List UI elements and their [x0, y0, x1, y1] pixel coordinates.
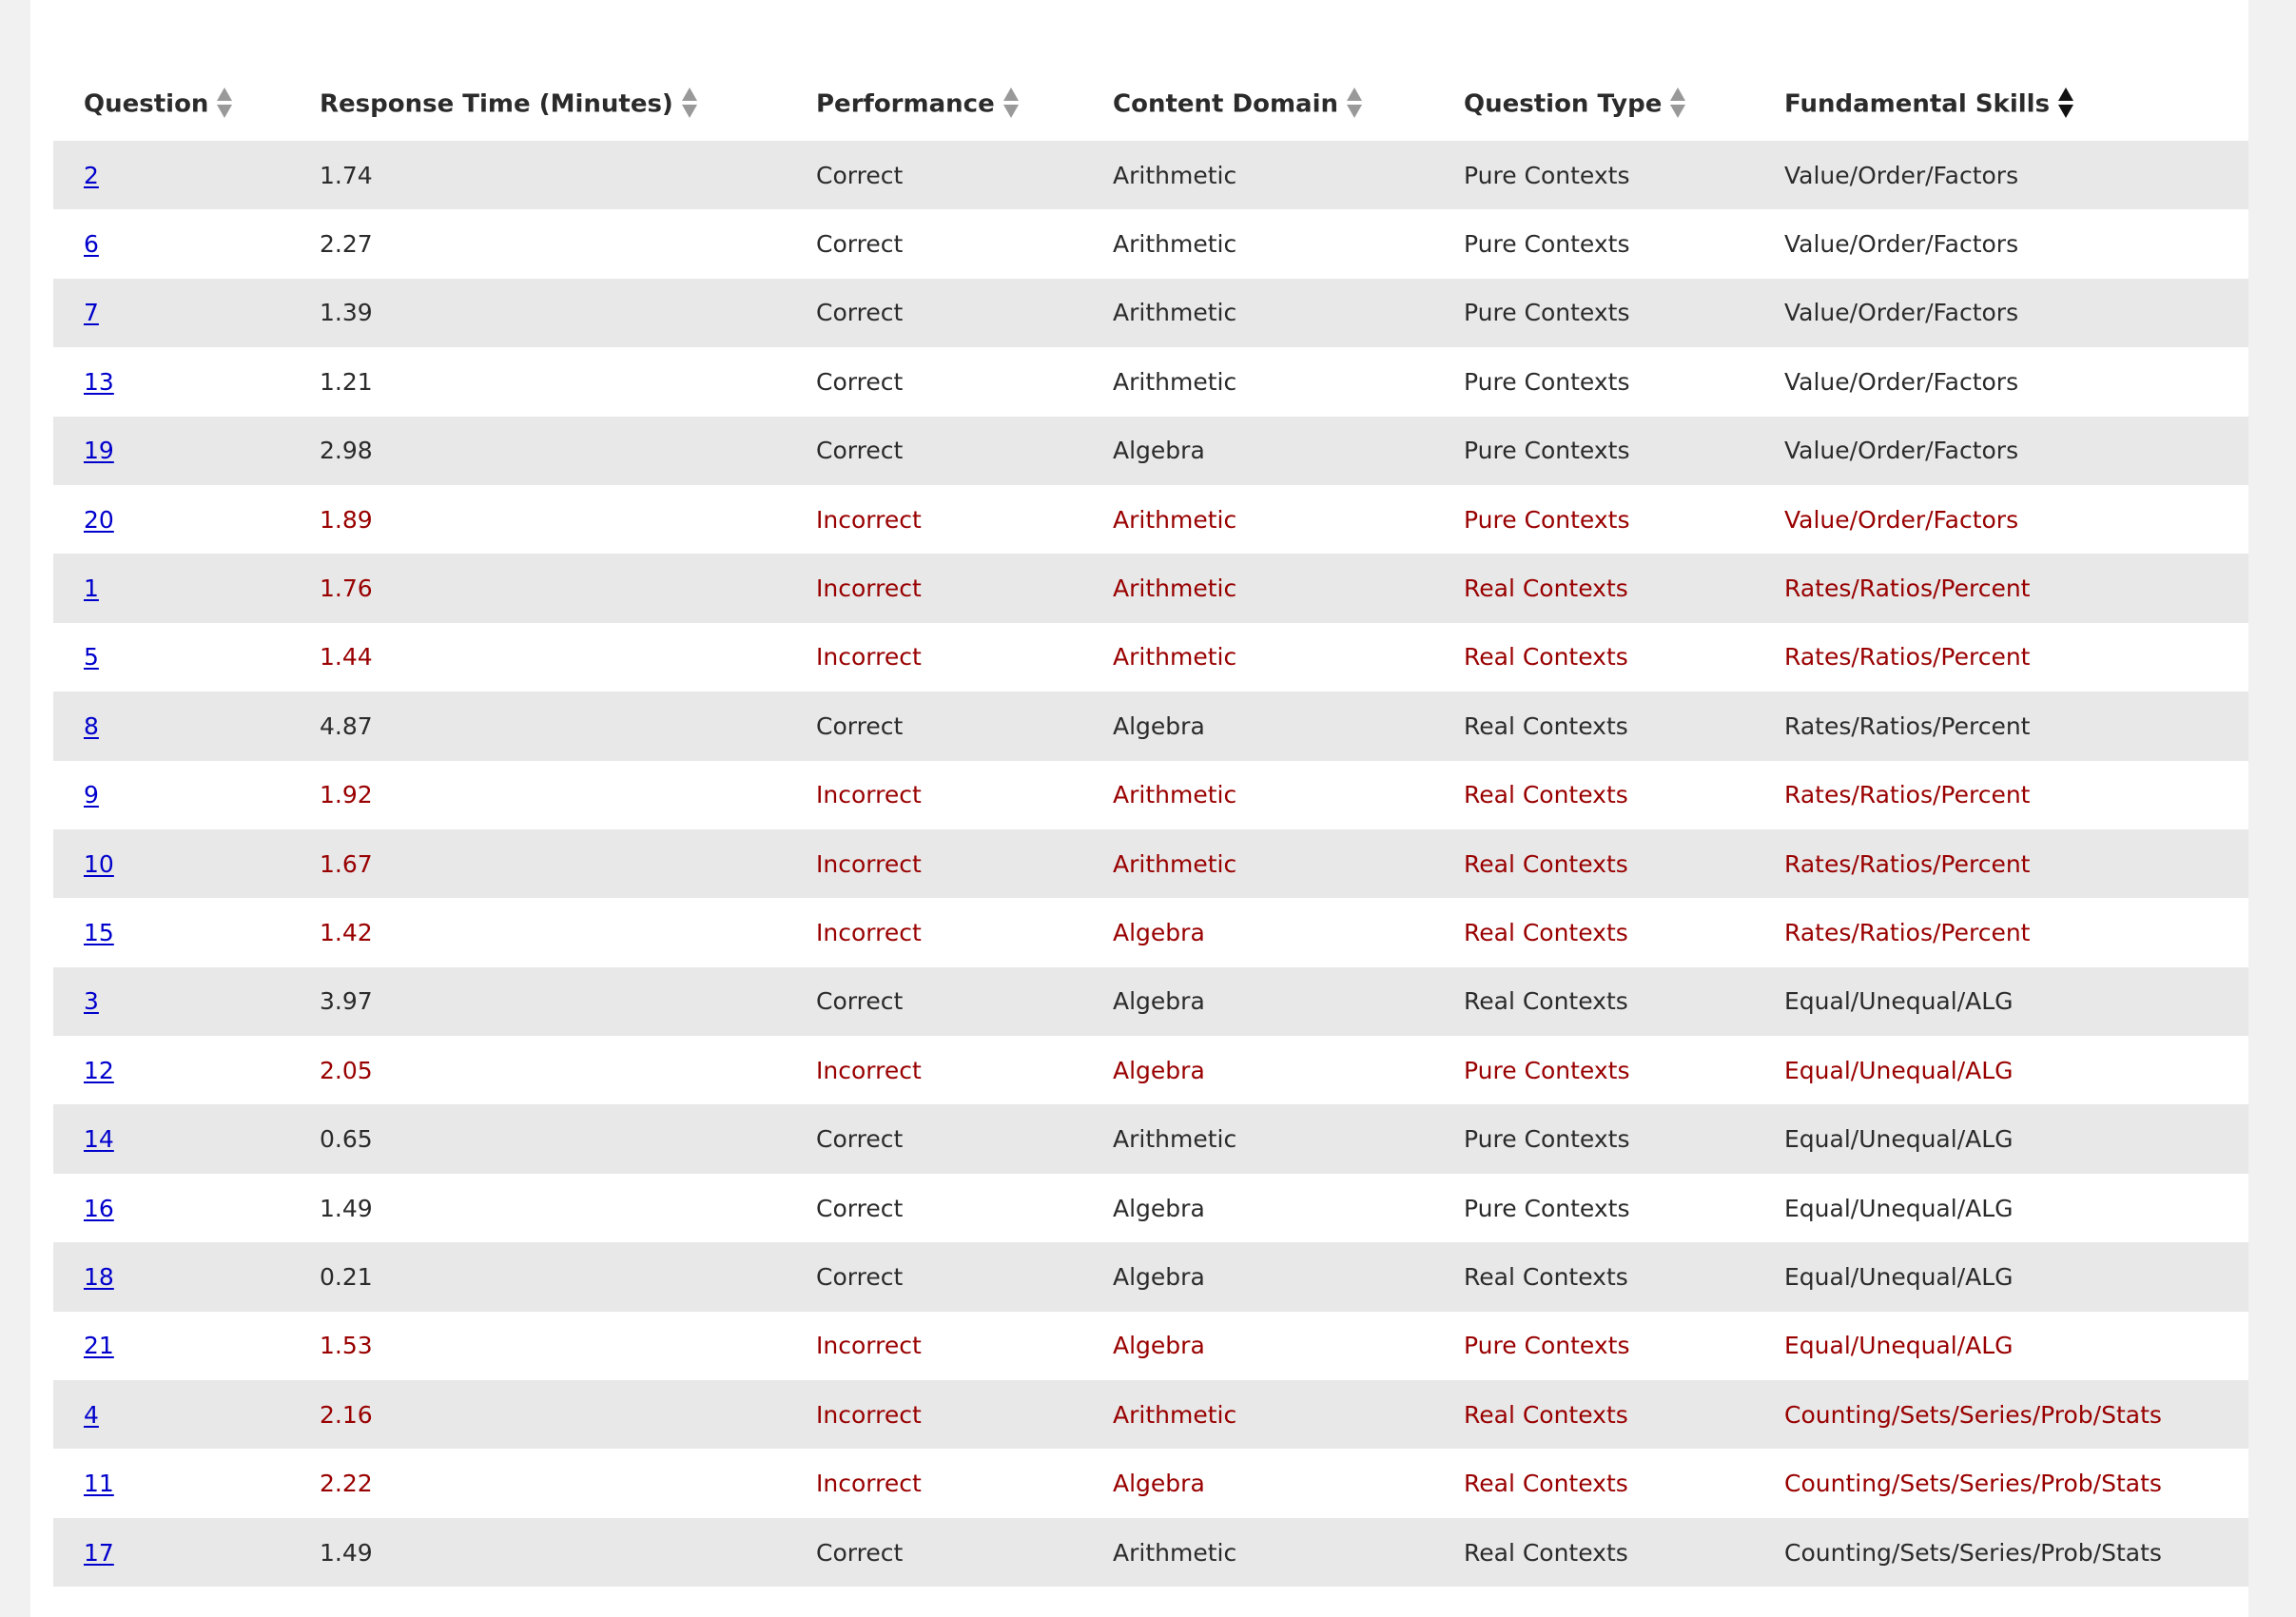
question-link[interactable]: 18 [84, 1262, 114, 1291]
cell-content-domain: Arithmetic [1082, 209, 1433, 278]
cell-content-domain: Arithmetic [1082, 554, 1433, 622]
cell-question-type: Pure Contexts [1433, 1174, 1754, 1242]
cell-question-type: Real Contexts [1433, 1242, 1754, 1311]
table-row [53, 141, 2248, 209]
cell-fundamental-skills: Rates/Ratios/Percent [1754, 554, 2248, 622]
cell-fundamental-skills: Counting/Sets/Series/Prob/Stats [1754, 1380, 2248, 1449]
cell-question [53, 417, 289, 485]
cell-performance: Correct [786, 692, 1082, 760]
cell-question-type: Real Contexts [1433, 1380, 1754, 1449]
question-link[interactable]: 20 [84, 505, 114, 534]
cell-content-domain: Arithmetic [1082, 485, 1433, 554]
cell-fundamental-skills: Value/Order/Factors [1754, 209, 2248, 278]
question-link[interactable]: 17 [84, 1538, 114, 1567]
cell-fundamental-skills: Equal/Unequal/ALG [1754, 1036, 2248, 1104]
table-row [53, 417, 2248, 485]
cell-performance: Incorrect [786, 761, 1082, 829]
cell-response-time: 1.53 [289, 1312, 786, 1380]
cell-question-type: Real Contexts [1433, 967, 1754, 1036]
question-link[interactable]: 4 [84, 1400, 99, 1429]
table-row [53, 623, 2248, 692]
column-header-response-time[interactable] [289, 68, 786, 141]
table-row [53, 1104, 2248, 1173]
cell-response-time: 1.44 [289, 623, 786, 692]
table-body [53, 141, 2248, 1587]
cell-question-type: Real Contexts [1433, 692, 1754, 760]
cell-performance: Correct [786, 1174, 1082, 1242]
sort-arrows-icon[interactable] [1669, 86, 1686, 120]
cell-question [53, 829, 289, 898]
cell-question-type: Pure Contexts [1433, 1104, 1754, 1173]
cell-content-domain: Algebra [1082, 417, 1433, 485]
cell-question-type: Real Contexts [1433, 1449, 1754, 1517]
table-header [53, 68, 2248, 141]
cell-question [53, 692, 289, 760]
table-row [53, 692, 2248, 760]
cell-question-type: Pure Contexts [1433, 209, 1754, 278]
table-row [53, 347, 2248, 416]
cell-content-domain: Arithmetic [1082, 1104, 1433, 1173]
cell-fundamental-skills: Rates/Ratios/Percent [1754, 692, 2248, 760]
cell-fundamental-skills: Value/Order/Factors [1754, 141, 2248, 209]
cell-response-time: 2.98 [289, 417, 786, 485]
cell-content-domain: Algebra [1082, 1174, 1433, 1242]
cell-performance: Incorrect [786, 1036, 1082, 1104]
cell-response-time: 2.05 [289, 1036, 786, 1104]
cell-question-type: Pure Contexts [1433, 417, 1754, 485]
cell-question [53, 141, 289, 209]
cell-content-domain: Algebra [1082, 1242, 1433, 1311]
column-header-label: Question [84, 89, 209, 119]
table-row [53, 761, 2248, 829]
cell-response-time: 1.89 [289, 485, 786, 554]
cell-question-type: Real Contexts [1433, 554, 1754, 622]
cell-content-domain: Algebra [1082, 692, 1433, 760]
cell-response-time: 1.67 [289, 829, 786, 898]
sort-arrows-icon[interactable] [1346, 86, 1363, 120]
cell-fundamental-skills: Equal/Unequal/ALG [1754, 1104, 2248, 1173]
cell-performance: Incorrect [786, 829, 1082, 898]
cell-question [53, 209, 289, 278]
cell-performance: Incorrect [786, 623, 1082, 692]
cell-performance: Incorrect [786, 898, 1082, 966]
cell-question-type: Pure Contexts [1433, 279, 1754, 347]
cell-performance: Incorrect [786, 485, 1082, 554]
cell-question-type: Pure Contexts [1433, 485, 1754, 554]
cell-question [53, 1104, 289, 1173]
cell-response-time: 0.21 [289, 1242, 786, 1311]
question-link[interactable]: 11 [84, 1470, 114, 1498]
table-row [53, 898, 2248, 966]
sort-arrows-icon[interactable] [216, 86, 233, 120]
cell-fundamental-skills: Rates/Ratios/Percent [1754, 761, 2248, 829]
cell-question [53, 898, 289, 966]
cell-fundamental-skills: Equal/Unequal/ALG [1754, 1242, 2248, 1311]
cell-fundamental-skills: Equal/Unequal/ALG [1754, 1312, 2248, 1380]
table-row [53, 1242, 2248, 1311]
question-link[interactable]: 7 [84, 299, 99, 327]
cell-response-time: 2.16 [289, 1380, 786, 1449]
cell-question [53, 279, 289, 347]
question-link[interactable]: 16 [84, 1194, 114, 1222]
column-header-label: Content Domain [1113, 89, 1339, 119]
sort-arrows-icon[interactable] [681, 86, 698, 120]
table-row [53, 554, 2248, 622]
cell-question [53, 554, 289, 622]
cell-performance: Correct [786, 347, 1082, 416]
cell-content-domain: Arithmetic [1082, 1518, 1433, 1587]
question-link[interactable]: 13 [84, 367, 114, 396]
column-header-performance[interactable] [786, 68, 1082, 141]
table-row [53, 1380, 2248, 1449]
question-results-table [53, 68, 2248, 1587]
cell-fundamental-skills: Rates/Ratios/Percent [1754, 829, 2248, 898]
column-header-question-type[interactable] [1433, 68, 1754, 141]
cell-question [53, 1312, 289, 1380]
sort-arrows-icon[interactable] [2057, 86, 2074, 120]
cell-response-time: 2.27 [289, 209, 786, 278]
cell-content-domain: Arithmetic [1082, 761, 1433, 829]
cell-content-domain: Arithmetic [1082, 829, 1433, 898]
cell-fundamental-skills: Equal/Unequal/ALG [1754, 1174, 2248, 1242]
cell-performance: Correct [786, 967, 1082, 1036]
table-row [53, 485, 2248, 554]
cell-content-domain: Arithmetic [1082, 1380, 1433, 1449]
cell-performance: Correct [786, 1518, 1082, 1587]
table-row [53, 1518, 2248, 1587]
cell-question [53, 347, 289, 416]
table-row [53, 1449, 2248, 1517]
question-link[interactable]: 2 [84, 161, 99, 189]
cell-performance: Correct [786, 141, 1082, 209]
cell-fundamental-skills: Counting/Sets/Series/Prob/Stats [1754, 1518, 2248, 1587]
cell-question-type: Real Contexts [1433, 623, 1754, 692]
table-row [53, 967, 2248, 1036]
cell-response-time: 1.42 [289, 898, 786, 966]
cell-performance: Correct [786, 1242, 1082, 1311]
cell-content-domain: Algebra [1082, 967, 1433, 1036]
question-link[interactable]: 15 [84, 918, 114, 946]
cell-question [53, 1518, 289, 1587]
cell-response-time: 0.65 [289, 1104, 786, 1173]
cell-content-domain: Arithmetic [1082, 279, 1433, 347]
table-row [53, 829, 2248, 898]
cell-response-time: 2.22 [289, 1449, 786, 1517]
cell-content-domain: Arithmetic [1082, 623, 1433, 692]
cell-question-type: Real Contexts [1433, 1518, 1754, 1587]
column-header-label: Response Time (Minutes) [320, 89, 673, 119]
question-link[interactable]: 10 [84, 849, 114, 878]
column-header-fundamental-skills[interactable] [1754, 68, 2248, 141]
cell-response-time: 3.97 [289, 967, 786, 1036]
cell-content-domain: Arithmetic [1082, 141, 1433, 209]
question-link[interactable]: 5 [84, 643, 99, 672]
cell-question [53, 967, 289, 1036]
cell-question [53, 623, 289, 692]
cell-fundamental-skills: Value/Order/Factors [1754, 279, 2248, 347]
table-row [53, 1036, 2248, 1104]
cell-performance: Correct [786, 417, 1082, 485]
cell-fundamental-skills: Rates/Ratios/Percent [1754, 623, 2248, 692]
cell-fundamental-skills: Value/Order/Factors [1754, 485, 2248, 554]
cell-fundamental-skills: Equal/Unequal/ALG [1754, 967, 2248, 1036]
cell-question-type: Real Contexts [1433, 898, 1754, 966]
column-header-label: Performance [816, 89, 995, 119]
question-link[interactable]: 19 [84, 437, 114, 465]
cell-performance: Correct [786, 279, 1082, 347]
cell-fundamental-skills: Rates/Ratios/Percent [1754, 898, 2248, 966]
cell-fundamental-skills: Value/Order/Factors [1754, 347, 2248, 416]
cell-question-type: Pure Contexts [1433, 1036, 1754, 1104]
cell-response-time: 1.49 [289, 1518, 786, 1587]
question-link[interactable]: 21 [84, 1332, 114, 1360]
cell-performance: Incorrect [786, 1380, 1082, 1449]
cell-question [53, 1036, 289, 1104]
cell-content-domain: Algebra [1082, 1036, 1433, 1104]
cell-question [53, 761, 289, 829]
cell-content-domain: Algebra [1082, 1449, 1433, 1517]
question-link[interactable]: 12 [84, 1056, 114, 1084]
cell-response-time: 1.92 [289, 761, 786, 829]
question-link[interactable]: 1 [84, 575, 99, 603]
cell-question-type: Real Contexts [1433, 829, 1754, 898]
cell-question-type: Real Contexts [1433, 761, 1754, 829]
cell-response-time: 1.49 [289, 1174, 786, 1242]
cell-response-time: 4.87 [289, 692, 786, 760]
cell-question [53, 1174, 289, 1242]
question-link[interactable]: 6 [84, 230, 99, 259]
results-panel [30, 0, 2248, 1617]
sort-arrows-icon[interactable] [1002, 86, 1020, 120]
cell-response-time: 1.39 [289, 279, 786, 347]
cell-question-type: Pure Contexts [1433, 1312, 1754, 1380]
column-header-content-domain[interactable] [1082, 68, 1433, 141]
cell-performance: Correct [786, 209, 1082, 278]
cell-performance: Incorrect [786, 554, 1082, 622]
column-header-label: Question Type [1464, 89, 1663, 119]
cell-question [53, 1380, 289, 1449]
cell-question [53, 1242, 289, 1311]
header-row [53, 68, 2248, 141]
cell-question-type: Pure Contexts [1433, 347, 1754, 416]
cell-response-time: 1.76 [289, 554, 786, 622]
column-header-label: Fundamental Skills [1784, 89, 2051, 119]
cell-response-time: 1.74 [289, 141, 786, 209]
column-header-question[interactable] [53, 68, 289, 141]
cell-performance: Incorrect [786, 1449, 1082, 1517]
cell-question [53, 1449, 289, 1517]
table-row [53, 279, 2248, 347]
cell-fundamental-skills: Value/Order/Factors [1754, 417, 2248, 485]
question-link[interactable]: 9 [84, 781, 99, 809]
cell-content-domain: Algebra [1082, 898, 1433, 966]
cell-content-domain: Algebra [1082, 1312, 1433, 1380]
table-row [53, 1174, 2248, 1242]
cell-performance: Correct [786, 1104, 1082, 1173]
cell-content-domain: Arithmetic [1082, 347, 1433, 416]
table-row [53, 1312, 2248, 1380]
cell-response-time: 1.21 [289, 347, 786, 416]
question-link[interactable]: 14 [84, 1125, 114, 1154]
question-link[interactable]: 3 [84, 987, 99, 1016]
cell-question-type: Pure Contexts [1433, 141, 1754, 209]
cell-performance: Incorrect [786, 1312, 1082, 1380]
cell-question [53, 485, 289, 554]
cell-fundamental-skills: Counting/Sets/Series/Prob/Stats [1754, 1449, 2248, 1517]
question-link[interactable]: 8 [84, 711, 99, 740]
table-row [53, 209, 2248, 278]
